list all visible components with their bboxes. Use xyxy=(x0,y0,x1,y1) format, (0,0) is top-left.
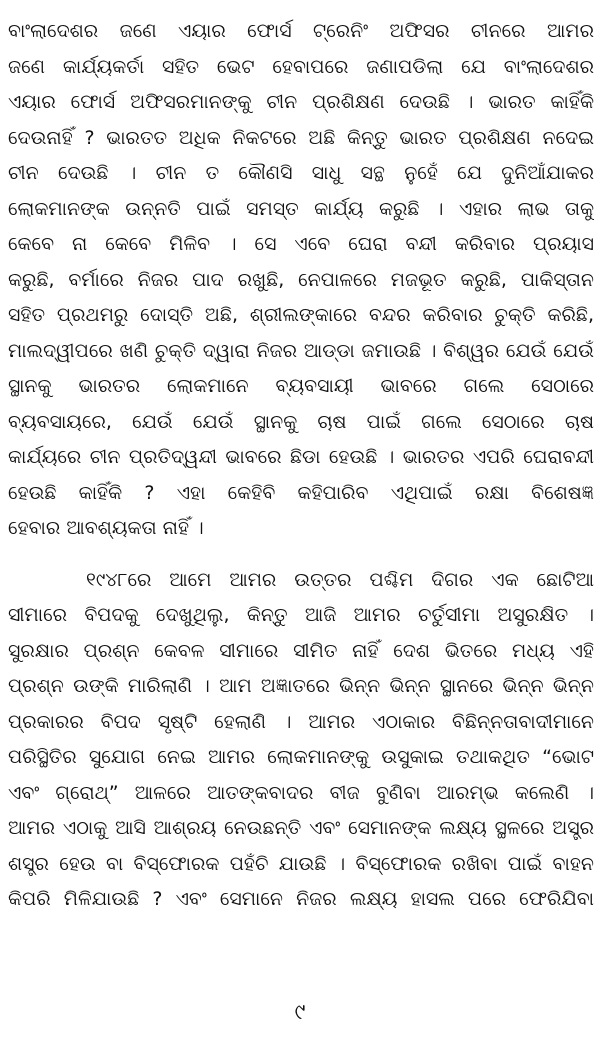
text-line: ସୁରକ୍ଷାର ପ୍ରଶ୍ନ କେବଳ ସୀମାରେ ସୀମିତ ନାହିଁ ଦେଶ ଭିତରେ ମଧ୍ୟ ଏହି xyxy=(8,639,594,662)
text-line: ସୀମାରେ ବିପଦକୁ ଦେଖୁଥିଲୁ, କିନ୍ତୁ ଆଜି ଆମର ଚର୍ତୁସୀମା ଅସୁରକ୍ଷିତ । xyxy=(8,604,594,626)
paragraph-1 xyxy=(8,14,594,547)
text-line: ବ୍ୟବସାୟରେ, ଯେଉଁ ଯେଉଁ ସ୍ଥାନକୁ ଚାଷ ପାଇଁ ଗଲେ ସେଠାରେ ଚାଷ xyxy=(8,410,594,433)
text-line: ପ୍ରକାରର ବିପଦ ସୃଷ୍ଟି ହେଲାଣି । ଆମର ଏଠାକାର ବିଛିନ୍ନତାବାଦୀମାନେ xyxy=(8,710,594,733)
text-line: ଚୀନ ଦେଉଛି । ଚୀନ ତ କୌଣସି ସାଧୁ ସନ୍ଥ ନୁହେଁ ଯେ ଦୁନିଆଁଯାକର xyxy=(8,162,594,184)
text-line: ଆମର ଏଠାକୁ ଆସି ଆଶ୍ରୟ ନେଉଛନ୍ତି ଏବଂ ସେମାନଙ୍କ ଲକ୍ଷ୍ୟ ସ୍ଥଳରେ ଅସ୍ତ୍ର xyxy=(8,817,594,839)
text-line: କିପରି ମିଳିଯାଉଛି ? ଏବଂ ସେମାନେ ନିଜର ଲକ୍ଷ୍ୟ ହାସଲ ପରେ ଫେରିଯିବା xyxy=(8,888,594,910)
text-line: ପ୍ରଶ୍ନ ଉଙ୍କି ମାରିଲାଣି । ଆମ ଅଜ୍ଞାତରେ ଭିନ୍ନ ଭିନ୍ନ ସ୍ଥାନରେ ଭିନ୍ନ ଭିନ୍ନ xyxy=(8,675,594,697)
text-line: ହେଉଛି କାହିଁକି ? ଏହା କେହିବି କହିପାରିବ ଏଥିପାଇଁ ରକ୍ଷା ବିଶେଷଜ୍ଞ xyxy=(8,481,594,504)
text-line: ଏବଂ ଗ୍ରୋଥ୍” ଆଳରେ ଆତଙ୍କବାଦର ବୀଜ ବୁଣିବା ଆରମ୍ଭ କଲେଣି । xyxy=(8,781,594,804)
text-line: ସ୍ଥାନକୁ ଭାରତର ଲୋକମାନେ ବ୍ୟବସାୟୀ ଭାବରେ ଗଲେ ସେଠାରେ xyxy=(8,375,594,397)
text-line: ଜଣେ କାର୍ଯ୍ୟକର୍ତା ସହିତ ଭେଟ ହେବାପରେ ଜଣାପଡିଲା ଯେ ବାଂଲାଦେଶର xyxy=(8,55,594,78)
text-line: ପରିସ୍ଥିତିର ସୁଯୋଗ ନେଇ ଆମର ଲୋକମାନଙ୍କୁ ଉସୁକାଇ ତଥାକଥିତ “ଭୋଟ xyxy=(8,746,594,768)
text-line: ଏୟାର ଫୋର୍ସ ଅଫିସରମାନଙ୍କୁ ଚୀନ ପ୍ରଶିକ୍ଷଣ ଦେଉଛି । ଭାରତ କାହିଁକି xyxy=(8,91,594,113)
page-number: ୯ xyxy=(294,1000,306,1025)
body-text xyxy=(8,14,594,918)
text-line: ହେବାର ଆବଶ୍ୟକତା ନାହିଁ । xyxy=(8,517,204,539)
paragraph-spacer xyxy=(8,547,594,563)
text-line: କାର୍ଯ୍ୟରେ ଚୀନ ପ୍ରତିଦ୍ୱନ୍ଦୀ ଭାବରେ ଛିଡା ହେଉଛି । ଭାରତର ଏପରି ଘେରାବନ୍ଦୀ xyxy=(8,446,594,468)
text-line: ମାଲଦ୍ୱୀପରେ ଖଣି ଚୁକ୍ତି ଦ୍ୱାରା ନିଜର ଆଡ୍ଡା ଜମାଉଛି । ବିଶ୍ୱର ଯେଉଁ ଯେଉଁ xyxy=(8,339,594,362)
text-line: ଶସ୍ତ୍ର ହେଉ ବା ବିସ୍ଫୋରକ ପହଁଚି ଯାଉଛି । ବିସ୍ଫୋରକ ରଖିବା ପାଇଁ ବାହନ xyxy=(8,852,594,875)
text-line: କରୁଛି, ବର୍ମାରେ ନିଜର ପାଦ ରଖୁଛି, ନେପାଳରେ ମଜଭୂତ କରୁଛି, ପାକିସ୍ତାନ xyxy=(8,268,594,291)
text-line: ବାଂଲାଦେଶର ଜଣେ ଏୟାର ଫୋର୍ସ ଟ୍ରେନିଂ ଅଫିସର ଚୀନରେ ଆମର xyxy=(8,20,594,42)
text-line: କେବେ ନା କେବେ ମିଳିବ । ସେ ଏବେ ଘେରା ବନ୍ଦୀ କରିବାର ପ୍ରୟାସ xyxy=(8,233,594,255)
text-line: ଦେଉନାହିଁ ? ଭାରତତ ଅଧିକ ନିକଟରେ ଅଛି କିନ୍ତୁ ଭାରତ ପ୍ରଶିକ୍ଷଣ ନଦେଇ xyxy=(8,126,594,149)
paragraph-2 xyxy=(8,563,594,918)
text-line: ସହିତ ପ୍ରଥମରୁ ଦୋସ୍ତି ଅଛି, ଶ୍ରୀଲଙ୍କାରେ ବନ୍ଦର କରିବାର ଚୁକ୍ତି କରିଛି, xyxy=(8,304,594,326)
text-line: ଲୋକମାନଙ୍କ ଉନ୍ନତି ପାଇଁ ସମସ୍ତ କାର୍ଯ୍ୟ କରୁଛି । ଏହାର ଲାଭ ତାକୁ xyxy=(8,197,594,220)
text-line: ୧୯୪୮ରେ ଆମେ ଆମର ଉତ୍ତର ପଶ୍ଚିମ ଦିଗର ଏକ ଛୋଟିଆ xyxy=(86,568,594,591)
